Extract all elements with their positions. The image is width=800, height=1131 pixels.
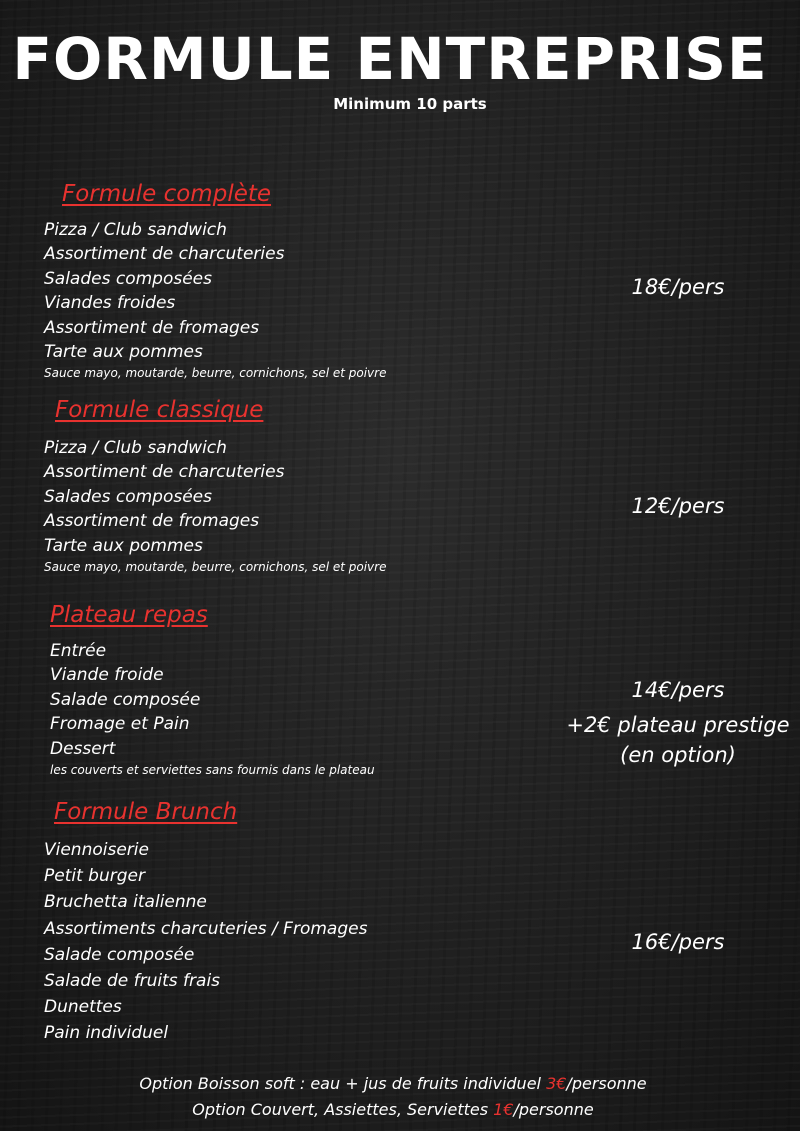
section-title-formule-complete: Formule complète	[62, 181, 272, 207]
list-item: Fromage et Pain	[50, 714, 190, 735]
list-item: Tarte aux pommes	[44, 535, 203, 556]
list-item: Pain individuel	[44, 1023, 169, 1044]
list-item: Salade de fruits frais	[44, 971, 221, 992]
list-item: Viennoiserie	[44, 840, 149, 860]
section-items-formule-complete	[44, 218, 386, 382]
list-item: Assortiment de fromages	[44, 317, 260, 338]
section-note: les couverts et serviettes sans fournis dans le plateau	[50, 763, 375, 778]
section-note: Sauce mayo, moutarde, beurre, cornichons, sel et poivre	[44, 366, 387, 381]
list-item: Pizza / Club sandwich	[44, 220, 227, 240]
price-option-note: (en option)	[620, 743, 736, 767]
price-plateau-repas: 14€/pers	[631, 678, 725, 702]
footer-option-unit: /personne	[566, 1074, 647, 1093]
section-title-plateau-repas: Plateau repas	[50, 602, 208, 628]
list-item: Dunettes	[44, 997, 122, 1018]
footer-option-boisson	[0, 1071, 786, 1097]
list-item: Petit burger	[44, 866, 145, 887]
price-formule-brunch: 16€/pers	[631, 930, 725, 954]
list-item: Dessert	[50, 738, 116, 759]
list-item: Bruchetta italienne	[44, 892, 207, 913]
section-items-formule-classique	[44, 436, 386, 576]
list-item: Assortiment de fromages	[44, 511, 260, 532]
list-item: Assortiment de charcuteries	[44, 244, 285, 265]
section-title-formule-classique: Formule classique	[55, 397, 264, 423]
footer-option-unit: /personne	[513, 1100, 594, 1119]
footer-option-price: 1€	[493, 1100, 514, 1119]
list-item: Tarte aux pommes	[44, 342, 203, 363]
list-item: Viande froide	[50, 665, 164, 686]
section-title-formule-brunch: Formule Brunch	[54, 799, 238, 825]
list-item: Viandes froides	[44, 293, 176, 314]
list-item: Assortiments charcuteries / Fromages	[44, 918, 368, 939]
list-item: Salades composées	[44, 486, 212, 507]
list-item: Salade composée	[50, 689, 201, 710]
list-item: Pizza / Club sandwich	[44, 438, 227, 458]
footer-option-text: Option Boisson soft : eau + jus de fruits individuel	[139, 1074, 547, 1093]
page-subtitle: Minimum 10 parts	[333, 95, 487, 113]
footer-option-text: Option Couvert, Assiettes, Serviettes	[192, 1100, 494, 1119]
section-items-formule-brunch	[44, 837, 367, 1047]
list-item: Salades composées	[44, 268, 212, 289]
section-note: Sauce mayo, moutarde, beurre, cornichons, sel et poivre	[44, 560, 387, 575]
footer-option-couvert	[0, 1097, 786, 1123]
list-item: Entrée	[50, 641, 107, 661]
price-option-prestige: +2€ plateau prestige	[566, 713, 790, 737]
list-item: Assortiment de charcuteries	[44, 462, 285, 483]
page-title: FORMULE ENTREPRISE	[12, 25, 768, 93]
section-items-plateau-repas	[50, 639, 375, 779]
footer-option-price: 3€	[546, 1074, 567, 1093]
price-formule-complete: 18€/pers	[631, 275, 725, 299]
list-item: Salade composée	[44, 944, 195, 965]
price-formule-classique: 12€/pers	[631, 494, 725, 518]
